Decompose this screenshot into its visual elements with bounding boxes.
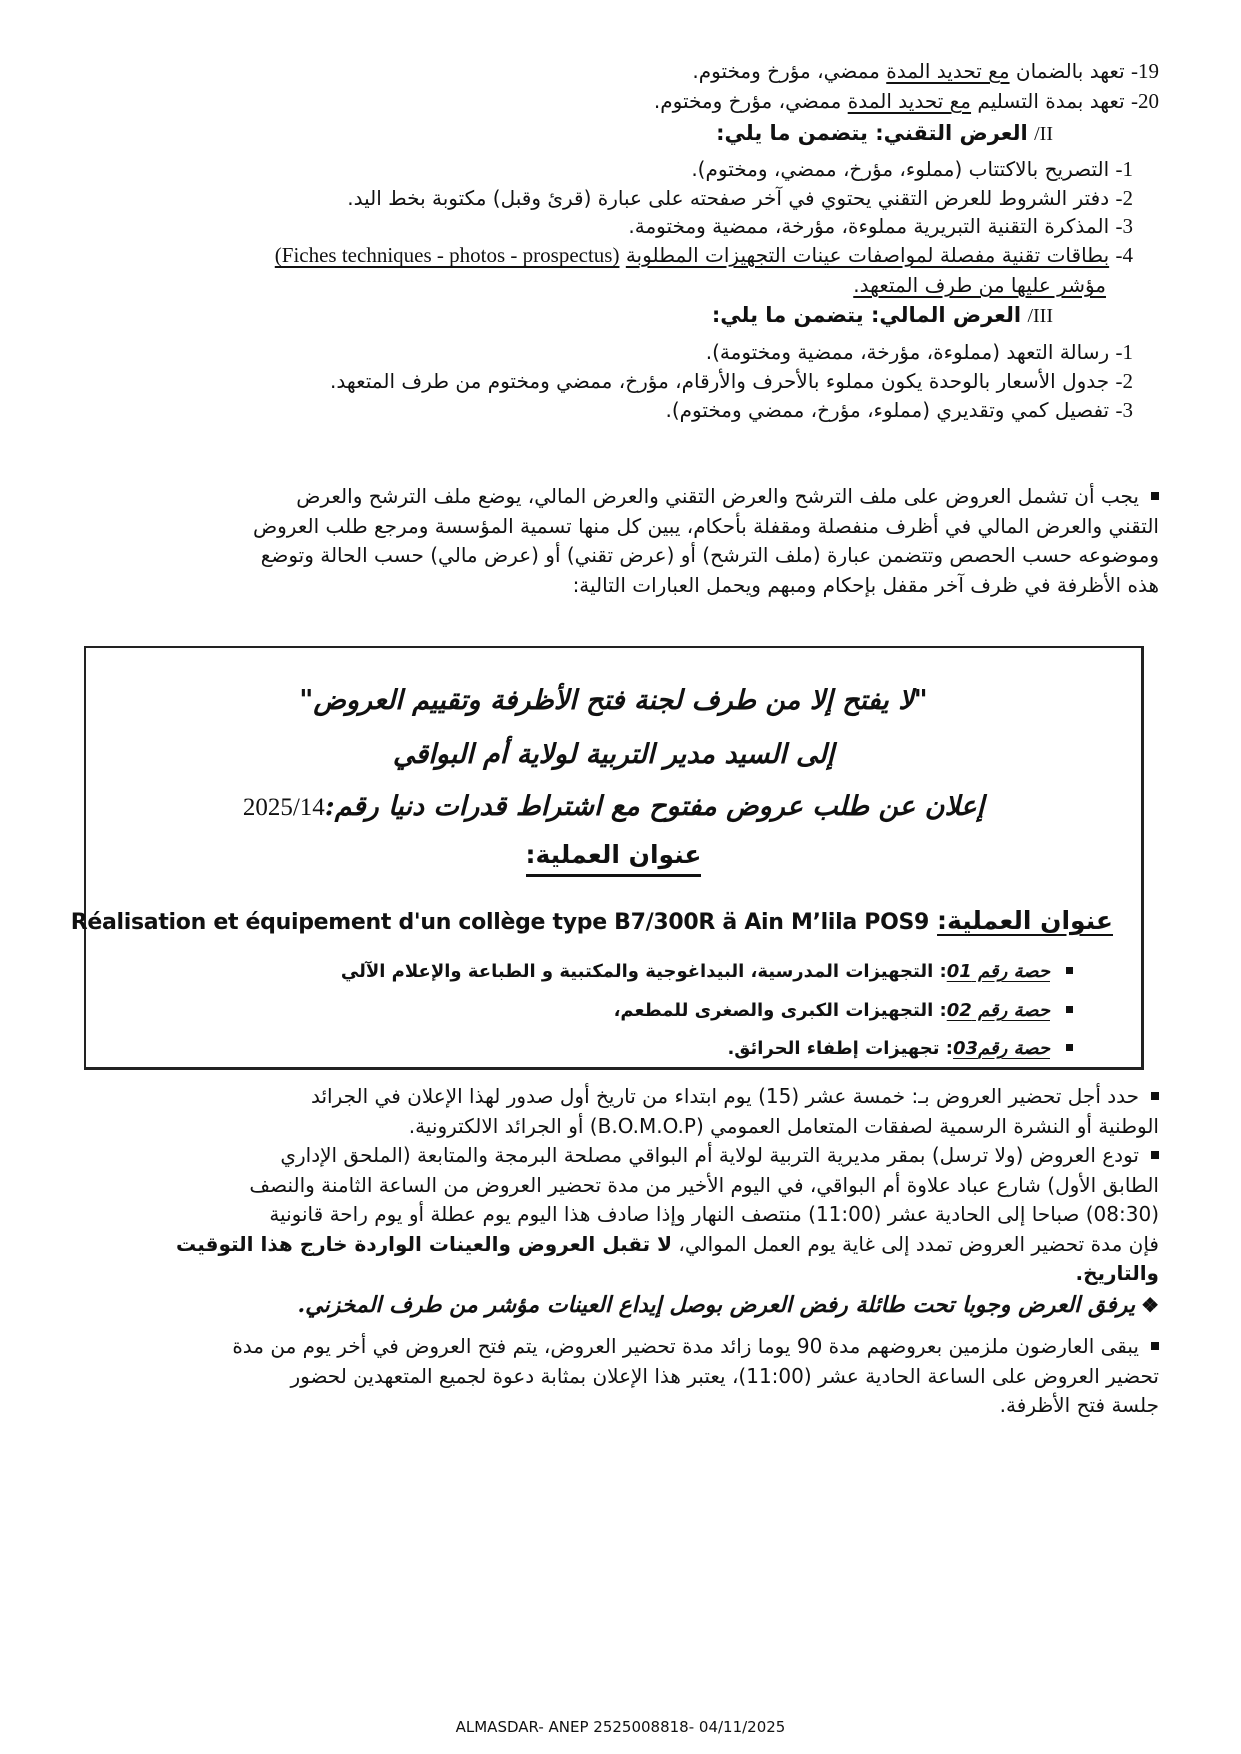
tender-number: 2025/14 — [242, 794, 325, 821]
paragraph-line — [82, 1230, 1159, 1260]
recipient-line: إلى السيد مدير التربية لولاية أم البواقي — [392, 739, 835, 770]
item-text: جدول الأسعار بالوحدة يكون مملوء بالأحرف والأرقام، مؤرخ، ممضي ومختوم من طرف المتعهد. — [330, 369, 1110, 393]
validity-paragraph — [82, 1332, 1159, 1421]
technical-item-1 — [80, 156, 1133, 182]
section-number: III/ — [1027, 305, 1053, 327]
paragraph-line — [82, 1332, 1159, 1362]
item-text: تعهد بالضمان — [1009, 59, 1125, 83]
envelope-paragraph — [82, 482, 1159, 600]
item-text: دفتر الشروط للعرض التقني يحتوي في آخر صفحته على عبارة (قرئ وقبل) مكتوبة بخط اليد. — [347, 186, 1110, 210]
item-text: التصريح بالاكتتاب (مملوء، مؤرخ، ممضي، ومختوم). — [691, 157, 1110, 181]
technical-item-3 — [80, 213, 1133, 239]
item-text: المذكرة التقنية التبريرية مملوءة، مؤرخة، ممضية ومختومة. — [628, 214, 1110, 238]
item-19 — [80, 58, 1159, 84]
paragraph-line: وموضوعه حسب الحصص وتتضمن عبارة (ملف الترشح) أو (عرض تقني) أو (عرض مالي) حسب الحالة وتوضع — [260, 543, 1159, 567]
operation-heading-text: عنوان العملية: — [526, 838, 702, 877]
deposit-paragraph — [82, 1141, 1159, 1289]
paragraph-line — [82, 1082, 1159, 1112]
paragraph-line: تحضير العروض على الساعة الحادية عشر (11:00)، يعتبر هذا الإعلان بمثابة دعوة لجميع المتعهدين لحضور — [290, 1363, 1159, 1388]
lot-02 — [614, 998, 1073, 1024]
operation-title-line — [70, 904, 1113, 940]
section-title: العرض التقني — [883, 121, 1028, 145]
paragraph-line: الوطنية أو النشرة الرسمية لصفقات المتعامل العمومي (B.O.M.O.P) أو الجرائد الالكترونية. — [408, 1113, 1159, 1138]
technical-item-4 — [80, 242, 1133, 268]
technical-item-2 — [80, 185, 1133, 211]
lot-01 — [341, 959, 1073, 985]
financial-item-1 — [80, 339, 1133, 365]
operation-title: Réalisation et équipement d'un collège type B7/300R ä Ain M’lila POS9 — [70, 910, 930, 935]
item-number: 2- — [1115, 186, 1133, 210]
underlined-text: مع تحديد المدة — [847, 89, 972, 113]
paragraph-line — [82, 482, 1159, 512]
technical-item-4-continuation — [80, 272, 1106, 298]
tender-announcement-line — [86, 790, 1141, 825]
paragraph-text: يجب أن تشمل العروض على ملف الترشح والعرض التقني والعرض المالي، يوضع ملف الترشح والعرض — [296, 484, 1139, 508]
paragraph-text: يبقى العارضون ملزمين بعروضهم مدة 90 يوما زائد مدة تحضير العروض، يتم فتح العروض في أخر يوم من مدة — [232, 1334, 1139, 1358]
bullet-square-icon — [1151, 1151, 1159, 1159]
lot-label: حصة رقم 02 — [946, 1000, 1050, 1021]
paragraph-line — [82, 1141, 1159, 1171]
lot-label: حصة رقم03 — [953, 1038, 1050, 1059]
bullet-square-icon — [1066, 967, 1073, 974]
item-text: تفصيل كمي وتقديري (مملوء، مؤرخ، ممضي ومختوم). — [665, 398, 1110, 422]
item-number: 3- — [1115, 214, 1133, 238]
item-number: 1- — [1115, 157, 1133, 181]
financial-item-2 — [80, 368, 1133, 394]
bullet-square-icon — [1151, 1092, 1159, 1100]
samples-warning — [80, 1290, 1159, 1320]
envelope-label-box — [70, 646, 1144, 1070]
paragraph-line: التقني والعرض المالي في أظرف منفصلة ومقفلة بأحكام، يبين كل منها تسمية المؤسسة ومرجع طلب العروض — [252, 513, 1159, 538]
operation-label: عنوان العملية: — [937, 906, 1113, 935]
item-text-french: (Fiches techniques - photos - prospectus) — [274, 243, 620, 267]
section-subtitle: : يتضمن ما يلي: — [711, 303, 880, 327]
section-subtitle: : يتضمن ما يلي: — [716, 121, 884, 145]
late-offers-warning: لا تقبل العروض والعينات الواردة خارج هذا التوقيت — [176, 1231, 673, 1256]
item-text: تعهد بمدة التسليم — [971, 89, 1125, 113]
item-number: 3- — [1115, 398, 1133, 422]
lot-text: : التجهيزات المدرسية، البيداغوجية والمكتبية و الطباعة والإعلام الآلي — [340, 961, 947, 982]
paragraph-line: والتاريخ. — [1075, 1261, 1159, 1285]
item-number: 19- — [1131, 59, 1159, 83]
technical-offer-heading — [80, 120, 1053, 147]
item-text: مؤشر عليها من طرف المتعهد. — [853, 273, 1106, 297]
paragraph-text: تودع العروض (ولا ترسل) بمقر مديرية التربية لولاية أم البواقي مصلحة البرمجة والمتابعة (الملحق الإداري — [280, 1143, 1139, 1167]
financial-offer-heading — [80, 302, 1053, 329]
paragraph-text: فإن مدة تحضير العروض تمدد إلى غاية يوم العمل الموالي، — [672, 1231, 1159, 1256]
financial-item-3 — [80, 397, 1133, 423]
lot-label: حصة رقم 01 — [946, 961, 1050, 982]
item-text: بطاقات تقنية مفصلة لمواصفات عينات التجهيزات المطلوبة — [625, 243, 1110, 267]
lot-text: : التجهيزات الكبرى والصغرى للمطعم، — [613, 1000, 947, 1021]
do-not-open-notice: "لا يفتح إلا من طرف لجنة فتح الأظرفة وتقييم العروض" — [299, 685, 928, 716]
tender-announcement-text: إعلان عن طلب عروض مفتوح مع اشتراط قدرات دنيا رقم: — [324, 791, 985, 822]
bullet-square-icon — [1066, 1044, 1073, 1051]
paragraph-line: الطابق الأول) شارع عباد علاوة أم البواقي، في اليوم الأخير من مدة تحضير العروض من الساعة الثامنة والنصف — [249, 1172, 1159, 1197]
item-text: ممضي، مؤرخ ومختوم. — [653, 89, 848, 113]
underlined-text: مع تحديد المدة — [886, 59, 1010, 83]
item-text: رسالة التعهد (مملوءة، مؤرخة، ممضية ومختومة). — [705, 340, 1110, 364]
bullet-square-icon — [1066, 1006, 1073, 1013]
item-number: 4- — [1115, 243, 1133, 267]
item-number: 2- — [1115, 369, 1133, 393]
item-text: ممضي، مؤرخ ومختوم. — [692, 59, 887, 83]
paragraph-line: هذه الأظرفة في ظرف آخر مقفل بإحكام ومبهم ويحمل العبارات التالية: — [572, 572, 1159, 597]
paragraph-line: جلسة فتح الأظرفة. — [999, 1393, 1159, 1417]
publication-reference-footer: ALMASDAR- ANEP 2525008818- 04/11/2025 — [455, 1718, 786, 1736]
samples-warning-text: يرفق العرض وجوبا تحت طائلة رفض العرض بوصل إيداع العينات مؤشر من طرف المخزني. — [297, 1292, 1136, 1318]
paragraph-line: (08:30) صباحا إلى الحادية عشر (11:00) منتصف النهار وإذا صادف هذا اليوم يوم عطلة أو يوم راحة قانونية — [269, 1202, 1159, 1226]
operation-heading — [86, 838, 1141, 877]
paragraph-text: حدد أجل تحضير العروض بـ: خمسة عشر (15) يوم ابتداء من تاريخ أول صدور لهذا الإعلان في الجرائد — [310, 1084, 1139, 1108]
lot-03 — [727, 1036, 1073, 1062]
diamond-bullet-icon: ❖ — [1141, 1293, 1159, 1317]
bullet-square-icon — [1151, 1342, 1159, 1350]
section-number: II/ — [1034, 123, 1053, 145]
item-number: 1- — [1115, 340, 1133, 364]
section-title: العرض المالي — [879, 303, 1022, 327]
deadline-paragraph — [82, 1082, 1159, 1141]
item-20 — [80, 88, 1159, 114]
lot-text: : تجهيزات إطفاء الحرائق. — [727, 1038, 953, 1059]
item-number: 20- — [1131, 89, 1159, 113]
bullet-square-icon — [1151, 492, 1159, 500]
